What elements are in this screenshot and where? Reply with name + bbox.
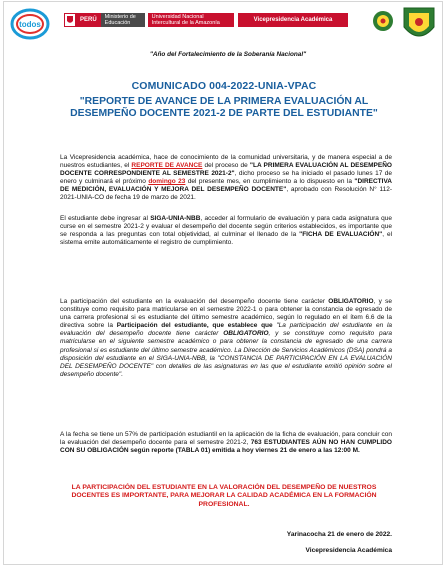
gobierno-logo-icon xyxy=(10,7,50,41)
paragraph-obligation xyxy=(60,298,392,379)
signature-line: Vicepresidencia Académica xyxy=(305,547,392,554)
p1-process-name: "LA PRIMERA EVALUACIÓN AL DESEMPEÑO DOCENTE CORRESPONDIENTE AL SEMESTRE 2021-2" xyxy=(60,162,392,178)
paragraph-intro xyxy=(60,154,392,203)
vice-label: Vicepresidencia Académica xyxy=(238,13,348,27)
p3-quote-b: , y se constituye como requisito para matricularse en el siguiente semestre académico o para obtener la constancia de egresado de una carrera profesional si es estudiante del último semestre académico. La Dirección de Servicios Académicos (DSA) pondrá a disposición del estudiante en el SIGA-UNIA-NBB, la "CONSTANCIA DE PARTICIPACIÓN EN LA EVALUACIÓN DEL DESEMPEÑO DOCENTE" con detalles de las asignaturas en las que el estudiante emitió opinión sobre el desempeño docente". xyxy=(60,330,392,378)
logo-gov-text: todos xyxy=(19,20,41,29)
ministry-label: Ministerio de Educación xyxy=(101,13,145,27)
p3-obligatorio-quote: OBLIGATORIO xyxy=(223,330,269,338)
p2-text-e: , el sistema emite automáticamente el registro de cumplimiento. xyxy=(60,231,393,247)
p2-text-a: El estudiante debe ingresar al xyxy=(60,215,151,222)
university-emblem-icon xyxy=(372,9,394,33)
p2-siga-name: SIGA-UNIA-NBB xyxy=(150,215,201,222)
p1-directive-name: "DIRECTIVA DE MEDICIÓN, EVALUACIÓN Y MEJORA DEL DESEMPEÑO DOCENTE" xyxy=(60,178,392,194)
p1-text-i: , aprobado con Resolución N° 112-2021-UNIA-CO de fecha 19 de marzo de 2021. xyxy=(60,186,392,202)
p1-text-e: , dicho proceso se ha iniciado el pasado lunes 17 de enero y culminará el próximo xyxy=(60,170,392,186)
p3-text-a: La participación del estudiante en la evaluación del desempeño docente tiene carácter xyxy=(60,298,329,305)
comunicado-number: COMUNICADO 004-2022-UNIA-VPAC xyxy=(131,80,317,92)
document-page xyxy=(3,1,443,565)
p1-text-g: del presente mes, en cumplimiento a lo dispuesto en la xyxy=(185,178,355,186)
document-title: "REPORTE DE AVANCE DE LA PRIMERA EVALUACIÓN AL DESEMPEÑO DOCENTE 2021-2 DE PARTE DEL ESTUDIANTE" xyxy=(70,96,378,120)
p3-obligatorio: OBLIGATORIO xyxy=(328,298,374,305)
letterhead xyxy=(8,5,440,58)
peru-minedu-bar xyxy=(64,13,234,27)
closing-statement: LA PARTICIPACIÓN DEL ESTUDIANTE EN LA VALORACIÓN DEL DESEMPEÑO DE NUESTROS DOCENTES ES IMPORTANTE, PARA MEJORAR LA CALIDAD ACADÉMICA EN LA FORMACIÓN PROFESIONAL. xyxy=(71,484,377,508)
peru-label: PERÚ xyxy=(76,13,101,27)
year-motto: "Año del Fortalecimiento de la Soberanía Nacional" xyxy=(149,51,307,58)
p3-text-c: , y se constituye como requisito para matricularse en el semestre 2022-1 o para obtener la constancia de egresado de una carrera profesional si es estudiante del último semestre académico, según lo regulado en el ítem 6.6 de la directiva sobre la xyxy=(60,298,392,330)
p1-text-c: del proceso de xyxy=(202,162,250,170)
document-date: Yarinacocha 21 de enero de 2022. xyxy=(286,531,392,538)
paragraph-status xyxy=(60,431,392,455)
peru-shield-icon xyxy=(64,13,76,27)
p4-text-a: A la fecha se tiene un 57% de participación estudiantil en la aplicación de la ficha de evaluación, para concluir con la evaluación del desempeño docente para el semestre 2021-2, xyxy=(60,431,392,447)
university-label: Universidad Nacional Intercultural de la Amazonía xyxy=(148,13,234,27)
p1-deadline-highlight: domingo 23 xyxy=(148,178,186,186)
p1-text-a: La Vicepresidencia académica, hace de conocimiento de la comunidad universitaria, y de manera especial a de nuestros estudiantes, el xyxy=(60,154,392,170)
p3-quote-a: "La participación del estudiante en la evaluación del desempeño docente tiene carácter xyxy=(60,322,393,338)
p2-ficha-name: "FICHA DE EVALUACIÓN" xyxy=(299,231,383,239)
paragraph-instructions xyxy=(60,215,392,247)
unia-shield-icon xyxy=(400,5,438,45)
p3-participation-heading: Participación del estudiante, que establece que xyxy=(116,322,273,330)
p4-pending-students: 763 ESTUDIANTES AÚN NO HAN CUMPLIDO CON SU OBLIGACIÓN según reporte (TABLA 01) emitida a hoy viernes 21 de enero a las 12:00 M. xyxy=(60,439,392,455)
p1-reporte-highlight: REPORTE DE AVANCE xyxy=(131,162,203,170)
p2-text-c: , acceder al formulario de evaluación y para cada asignatura que curse en el semestre 2021-2 y evaluar el desempeño del docente según criterios establecidos, es importante que se responda a las preguntas con total objetividad, al culminar el llenado de la xyxy=(60,215,392,239)
